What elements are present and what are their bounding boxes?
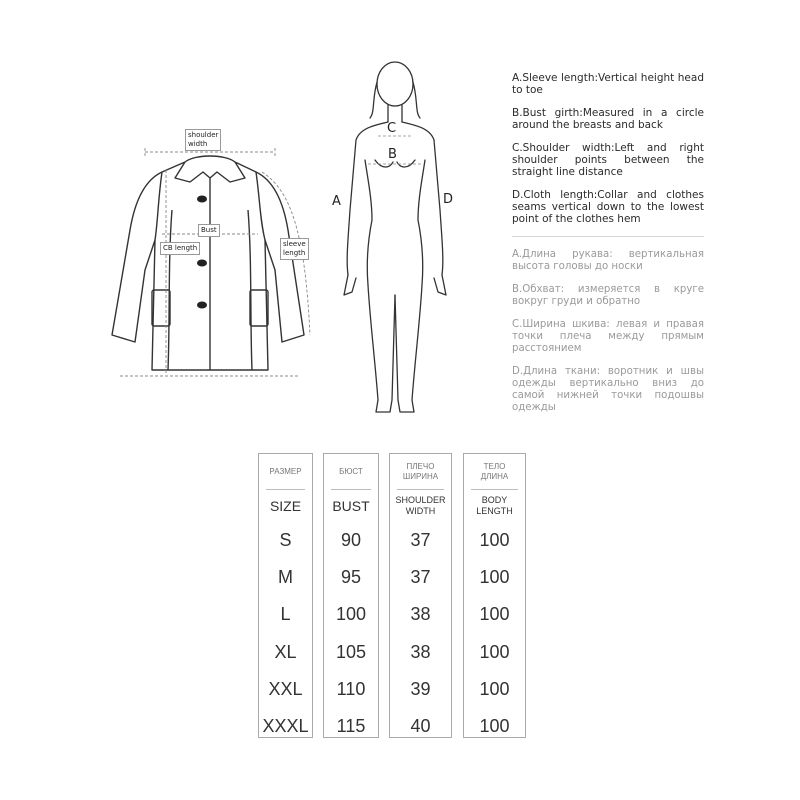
note-ru-shoulder: C.Ширина шкива: левая и правая точки плеча между прямым расстоянием: [512, 319, 704, 354]
table-cell: 90: [340, 530, 362, 551]
note-en-length: D.Cloth length:Collar and clothes seams vertical down to the lowest point of the clothes hem: [512, 189, 704, 225]
body-measurement-figure: [320, 60, 470, 430]
bust-label: Bust: [198, 224, 220, 237]
letter-a: A: [332, 194, 341, 209]
note-en-sleeve: A.Sleeve length:Vertical height head to toe: [512, 72, 704, 96]
table-cell: XXXL: [262, 716, 309, 737]
cb-length-label: CB length: [160, 242, 200, 255]
note-ru-bust: B.Обхват: измеряется в круге вокруг груди и обратно: [512, 284, 704, 307]
body-length-column: [463, 453, 526, 738]
table-cell: L: [280, 604, 291, 625]
body-silhouette: [320, 60, 470, 430]
table-cell: XXL: [268, 678, 303, 699]
table-cell: 40: [410, 716, 431, 737]
column-header-ru: РАЗМЕР: [269, 466, 302, 476]
table-cell: 100: [335, 604, 367, 625]
column-header-ru: БЮСТ: [339, 466, 363, 476]
table-cell: 95: [340, 567, 362, 588]
notes-divider: [512, 236, 704, 237]
table-cell: 39: [410, 678, 431, 699]
table-cell: 100: [479, 567, 510, 588]
letter-b: B: [388, 147, 397, 162]
table-cell: 37: [410, 530, 431, 551]
table-cell: 38: [410, 604, 431, 625]
column-header-ru: ТЕЛО ДЛИНА: [480, 461, 509, 481]
column-header-en: SHOULDER WIDTH: [395, 495, 446, 516]
column-header-en: SIZE: [269, 498, 302, 514]
note-ru-length: D.Длина ткани: воротник и швы одежды вертикально вниз до самой нижней точки подошвы одежды: [512, 366, 704, 413]
table-cell: 100: [479, 530, 510, 551]
bust-column: [323, 453, 379, 738]
table-cell: 38: [410, 641, 431, 662]
column-header-en: BODY LENGTH: [476, 495, 513, 516]
table-cell: 100: [479, 641, 510, 662]
sleeve-length-label: sleeve length: [280, 238, 309, 260]
table-cell: S: [279, 530, 292, 551]
letter-d: D: [443, 192, 454, 207]
note-en-shoulder: C.Shoulder width:Left and right shoulder points between the straight line distance: [512, 142, 704, 178]
size-column: [258, 453, 313, 738]
column-header-en: BUST: [332, 498, 370, 514]
table-cell: 100: [479, 678, 510, 699]
letter-c: C: [387, 121, 397, 136]
note-en-bust: B.Bust girth:Measured in a circle around the breasts and back: [512, 107, 704, 131]
table-cell: M: [278, 567, 293, 588]
column-header-ru: ПЛЕЧО ШИРИНА: [402, 461, 439, 481]
table-cell: XL: [274, 641, 297, 662]
table-cell: 100: [479, 604, 510, 625]
table-cell: 37: [410, 567, 431, 588]
table-cell: 105: [335, 641, 367, 662]
shoulder-width-column: [389, 453, 452, 738]
table-cell: 115: [336, 716, 366, 737]
table-cell: 100: [479, 716, 510, 737]
note-ru-sleeve: A.Длина рукава: вертикальная высота головы до носки: [512, 249, 704, 272]
table-cell: 110: [336, 678, 366, 699]
coat-measurement-diagram: [90, 120, 340, 390]
measurement-notes: [512, 72, 704, 425]
shoulder-width-label: shoulder width: [185, 129, 221, 151]
